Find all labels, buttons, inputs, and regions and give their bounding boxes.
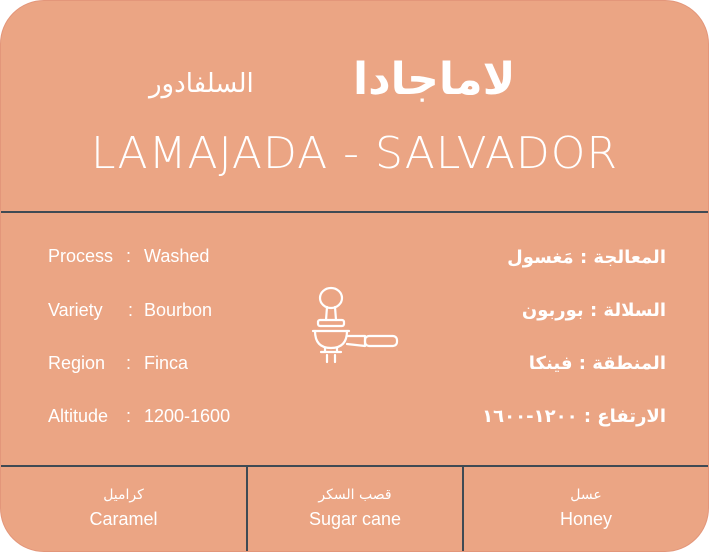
detail-altitude-en [48, 404, 231, 428]
note-cell-caramel [1, 467, 246, 551]
detail-separator: : [126, 246, 132, 266]
detail-process-en [48, 244, 210, 268]
detail-value: Bourbon [144, 300, 213, 320]
detail-value: Finca [144, 353, 189, 373]
detail-key: Altitude [48, 406, 109, 426]
detail-region-en [48, 351, 189, 375]
note-english: Caramel [89, 509, 158, 529]
detail-key: Process [48, 246, 114, 266]
detail-value: 1200-1600 [144, 406, 231, 426]
detail-variety-en [48, 298, 213, 322]
detail-altitude-ar: الارتفاع : ١٢٠٠-١٦٠٠ [482, 406, 666, 427]
note-arabic: كراميل [103, 487, 144, 503]
espresso-portafilter-icon [307, 286, 403, 376]
arabic-title-row [1, 55, 708, 115]
detail-separator: : [126, 353, 132, 373]
detail-variety-ar: السلالة : بوربون [521, 300, 666, 321]
note-cell-sugar-cane [248, 467, 462, 551]
note-english: Honey [559, 509, 613, 529]
note-arabic: قصب السكر [318, 487, 392, 503]
detail-key: Variety [48, 300, 103, 320]
detail-value: Washed [144, 246, 210, 266]
detail-region-ar: المنطقة : فينكا [528, 353, 666, 374]
note-arabic: عسل [570, 487, 602, 503]
detail-key: Region [48, 353, 106, 373]
arabic-title-main: لاماجادا [353, 54, 516, 105]
arabic-title-sub: السلفادور [149, 69, 254, 99]
detail-separator: : [128, 300, 134, 320]
english-title: LAMAJADA - SALVADOR [90, 128, 619, 179]
note-cell-honey [464, 467, 708, 551]
note-english: Sugar cane [308, 509, 402, 529]
detail-separator: : [126, 406, 132, 426]
detail-process-ar: المعالجة : مَغسول [507, 247, 666, 268]
top-divider [1, 211, 708, 213]
